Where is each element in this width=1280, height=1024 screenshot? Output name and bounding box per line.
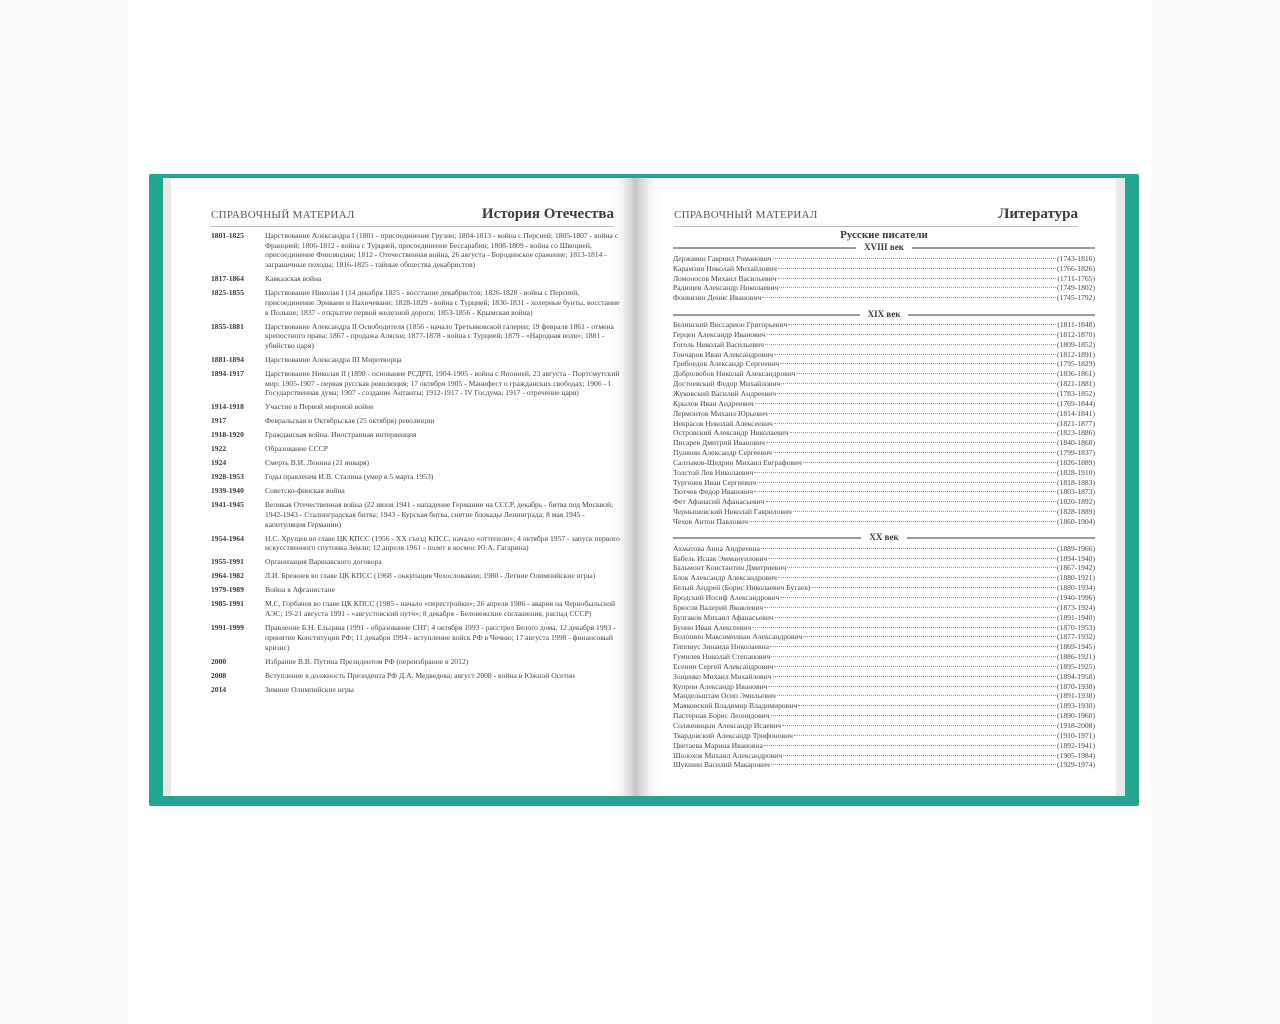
dot-leader xyxy=(773,452,1056,453)
dot-leader xyxy=(783,755,1056,756)
writer-years: (1889-1966) xyxy=(1057,543,1095,553)
dot-leader xyxy=(775,617,1056,618)
open-notebook xyxy=(149,174,1139,806)
header-divider xyxy=(674,226,1078,227)
writer-row xyxy=(673,632,1095,642)
writer-name: Добролюбов Николай Александрович xyxy=(673,369,796,379)
timeline-row xyxy=(211,458,621,468)
timeline-row xyxy=(211,657,621,667)
timeline-event: Царствование Николая II (1898 - основание РСДРП, 1904-1905 - война с Японией, 23 августа - Портсмутский мир; 1905-1907 - первая русская революция; 17 октября 1905 - Манифест о гражданских свободах; 1906 - I Государственная дума; 1907 - создание Антанты; 1912-1917 - IV Госдума; 1917 - отречение царя) xyxy=(265,368,620,398)
writer-years: (1910-1971) xyxy=(1057,730,1095,740)
rule-line xyxy=(673,314,860,316)
timeline-event: Правление Б.Н. Ельцина (1991 - образование СНГ; 4 октября 1993 - расстрел Белого дома, 12 декабря 1993 - принятие Конституции РФ; 11 декабря 1994 - вступление войск РФ в Чечню; 17 августа 1998 - финансовый кризис) xyxy=(265,623,616,652)
timeline-years: 1881-1894 xyxy=(211,354,244,364)
history-timeline xyxy=(211,231,621,699)
timeline-row xyxy=(211,402,621,412)
writer-row xyxy=(673,603,1095,613)
writer-row xyxy=(673,517,1095,527)
right-page xyxy=(638,178,1116,796)
dot-leader xyxy=(777,695,1056,696)
writer-row xyxy=(673,438,1095,448)
writer-name: Куприн Александр Иванович xyxy=(673,681,768,691)
timeline-years: 1922 xyxy=(211,444,227,454)
writer-years: (1880-1934) xyxy=(1057,583,1095,593)
writer-years: (1836-1861) xyxy=(1057,369,1095,379)
dot-leader xyxy=(803,462,1056,463)
dot-leader xyxy=(768,558,1056,559)
writer-years: (1869-1945) xyxy=(1057,642,1095,652)
writer-row xyxy=(673,468,1095,478)
timeline-years: 2008 xyxy=(211,670,227,680)
writer-years: (1870-1938) xyxy=(1057,681,1095,691)
writer-years: (1766-1826) xyxy=(1057,263,1095,273)
dot-leader xyxy=(755,403,1056,404)
dot-leader xyxy=(757,482,1056,483)
writer-row xyxy=(673,701,1095,711)
dot-leader xyxy=(767,334,1056,335)
rule-line xyxy=(907,537,1095,539)
writer-years: (1892-1941) xyxy=(1057,740,1095,750)
writer-years: (1783-1852) xyxy=(1057,388,1095,398)
rule-line xyxy=(912,247,1095,249)
timeline-row xyxy=(211,322,621,351)
timeline-event: Образование СССР xyxy=(265,444,328,454)
writer-name: Бунин Иван Алексеевич xyxy=(673,622,752,632)
writer-years: (1894-1958) xyxy=(1057,671,1095,681)
writer-row xyxy=(673,721,1095,731)
dot-leader xyxy=(793,511,1056,512)
rule-line xyxy=(908,314,1095,316)
timeline-years: 1941-1945 xyxy=(211,500,244,510)
timeline-event: Царствование Николая I (14 декабря 1825 - восстание декабристов; 1826-1828 - война с Персией, присоединение Эривани и Нахичевани; 1828-1829 - война с Турцией; 1830-1831 - холерные бунты, восстание в Польше; 1837 - открытие первой железной дороги; 1853-1856 - Крымская война) xyxy=(265,288,620,317)
writer-years: (1812-1891) xyxy=(1057,349,1095,359)
writer-row xyxy=(673,642,1095,652)
dot-leader xyxy=(769,413,1056,414)
timeline-event: Война в Афганистане xyxy=(265,585,336,595)
writer-row xyxy=(673,741,1095,751)
writer-name: Фонвизин Денис Иванович xyxy=(673,293,762,303)
writer-row xyxy=(673,448,1095,458)
writer-name: Бальмонт Константин Дмитриевич xyxy=(673,563,787,573)
right-page-title: Литература xyxy=(998,206,1078,222)
writer-name: Грибоедов Александр Сергеевич xyxy=(673,359,780,369)
dot-leader xyxy=(798,705,1056,706)
timeline-years: 2000 xyxy=(211,656,227,666)
dot-leader xyxy=(754,472,1056,473)
writer-name: Брюсов Валерий Яковлевич xyxy=(673,602,764,612)
timeline-years: 1855-1881 xyxy=(211,321,244,331)
writer-row xyxy=(673,254,1095,264)
century-heading xyxy=(673,309,1095,320)
right-section-label: СПРАВОЧНЫЙ МАТЕРИАЛ xyxy=(674,209,818,221)
writer-row xyxy=(673,691,1095,701)
rule-line xyxy=(673,247,856,249)
writer-name: Белинский Виссарион Григорьевич xyxy=(673,320,788,330)
writer-years: (1894-1940) xyxy=(1057,553,1095,563)
dot-leader xyxy=(781,383,1056,384)
writer-row xyxy=(673,554,1095,564)
writer-row xyxy=(673,593,1095,603)
writer-years: (1893-1930) xyxy=(1057,701,1095,711)
right-page-header xyxy=(674,202,1078,224)
writer-row xyxy=(673,731,1095,741)
timeline-row xyxy=(211,599,621,618)
writer-name: Ахматова Анна Андреевна xyxy=(673,543,760,553)
dot-leader xyxy=(771,715,1056,716)
writer-name: Тургенев Иван Сергеевич xyxy=(673,477,757,487)
writer-name: Мандельштам Осип Эмильевич xyxy=(673,691,776,701)
dot-leader xyxy=(778,268,1056,269)
writer-name: Маяковский Владимир Владимирович xyxy=(673,701,798,711)
timeline-row xyxy=(211,585,621,595)
timeline-years: 1939-1940 xyxy=(211,486,244,496)
timeline-row xyxy=(211,274,621,284)
dot-leader xyxy=(765,344,1056,345)
dot-leader xyxy=(752,627,1056,628)
writer-name: Шукшин Василий Макарович xyxy=(673,760,770,770)
writer-row xyxy=(673,369,1095,379)
writer-name: Крылов Иван Андреевич xyxy=(673,398,754,408)
writer-row xyxy=(673,478,1095,488)
timeline-years: 1985-1991 xyxy=(211,599,244,609)
dot-leader xyxy=(794,735,1056,736)
timeline-years: 1964-1982 xyxy=(211,571,244,581)
writer-name: Чехов Антон Павлович xyxy=(673,516,748,526)
writer-years: (1749-1802) xyxy=(1057,283,1095,293)
timeline-row xyxy=(211,623,621,652)
writer-years: (1812-1870) xyxy=(1057,329,1095,339)
timeline-years: 1979-1989 xyxy=(211,585,244,595)
timeline-event: Кавказская война xyxy=(265,274,322,284)
writer-name: Герцен Александр Иванович xyxy=(673,329,766,339)
timeline-years: 1817-1864 xyxy=(211,274,244,284)
dot-leader xyxy=(803,636,1056,637)
timeline-event: Участие в Первой мировой войне xyxy=(265,402,374,412)
writer-row xyxy=(673,573,1095,583)
writer-years: (1840-1868) xyxy=(1057,438,1095,448)
dot-leader xyxy=(790,432,1056,433)
writer-name: Гиппиус Зинаида Николаевна xyxy=(673,642,770,652)
timeline-row xyxy=(211,685,621,695)
timeline-row xyxy=(211,355,621,365)
writer-name: Тютчев Федор Иванович xyxy=(673,487,754,497)
timeline-event: Царствование Александра III Миротворца xyxy=(265,354,402,364)
timeline-years: 1928-1953 xyxy=(211,472,244,482)
writer-years: (1877-1932) xyxy=(1057,632,1095,642)
writer-row xyxy=(673,274,1095,284)
writer-name: Лермонтов Михаил Юрьевич xyxy=(673,408,768,418)
dot-leader xyxy=(778,278,1057,279)
dot-leader xyxy=(771,656,1056,657)
writer-name: Твардовский Александр Трифонович xyxy=(673,730,793,740)
timeline-event: Избрание В.В. Путина Президентом РФ (переизбрание в 2012) xyxy=(265,656,469,666)
writer-name: Пушкин Александр Сергеевич xyxy=(673,448,772,458)
writer-years: (1918-2008) xyxy=(1057,720,1095,730)
writer-name: Шолохов Михаил Александрович xyxy=(673,750,783,760)
century-label: XIX век xyxy=(867,308,901,319)
dot-leader xyxy=(773,676,1057,677)
writer-name: Пастернак Борис Леонидович xyxy=(673,711,770,721)
writer-years: (1769-1844) xyxy=(1057,398,1095,408)
writer-row xyxy=(673,613,1095,623)
writer-years: (1820-1892) xyxy=(1057,497,1095,507)
dot-leader xyxy=(780,363,1056,364)
writer-name: Ломоносов Михаил Васильевич xyxy=(673,273,777,283)
writer-row xyxy=(673,458,1095,468)
timeline-event: Н.С. Хрущев во главе ЦК КПСС (1956 - XX съезд КПСС, начало «оттепели»; 4 октября 1957 - запуск первого искусственного спутника Земли; 12 апреля 1961 - полет в космос Ю.А. Гагарина) xyxy=(265,533,620,553)
writer-row xyxy=(673,760,1095,770)
writer-row xyxy=(673,320,1095,330)
writer-years: (1828-1910) xyxy=(1057,467,1095,477)
timeline-years: 1955-1991 xyxy=(211,557,244,567)
writer-row xyxy=(673,399,1095,409)
writer-years: (1890-1960) xyxy=(1057,711,1095,721)
dot-leader xyxy=(774,423,1056,424)
writer-row xyxy=(673,330,1095,340)
timeline-row xyxy=(211,671,621,681)
dot-leader xyxy=(778,577,1056,578)
writer-name: Солженицын Александр Исаевич xyxy=(673,720,782,730)
writer-years: (1711-1765) xyxy=(1057,273,1095,283)
dot-leader xyxy=(764,745,1056,746)
writer-row xyxy=(673,487,1095,497)
timeline-event: Советско-финская война xyxy=(265,486,345,496)
left-page-title: История Отечества xyxy=(481,206,614,222)
timeline-event: Л.И. Брежнев во главе ЦК КПСС (1968 - оккупация Чехословакии; 1980 - Летние Олимпийские игры) xyxy=(265,571,596,581)
timeline-event: М.С. Горбачев во главе ЦК КПСС (1985 - начало «перестройки»; 26 апреля 1986 - авария на Чернобыльской АЭС; 19-21 августа 1991 - «августовский путч»; 8 декабря - Беловежские соглашения, распад СССР) xyxy=(265,599,616,619)
dot-leader xyxy=(787,567,1056,568)
dot-leader xyxy=(797,373,1056,374)
timeline-years: 1801-1825 xyxy=(211,231,244,240)
dot-leader xyxy=(773,258,1056,259)
timeline-event: Смерть В.И. Ленина (21 января) xyxy=(265,458,370,468)
writer-name: Достоевский Федор Михайлович xyxy=(673,379,781,389)
writer-name: Салтыков-Щедрин Михаил Евграфович xyxy=(673,457,802,467)
writer-name: Бабель Исаак Эммануилович xyxy=(673,553,768,563)
dot-leader xyxy=(766,442,1056,443)
timeline-years: 1954-1964 xyxy=(211,533,244,543)
writer-years: (1929-1974) xyxy=(1057,760,1095,770)
timeline-event: Царствование Александра II Освободителя (1856 - начало Третьяковской галереи; 19 февраля 1861 - отмена крепостного права; 1867 - продажа Аляски; 1877-1878 - война с Турцией; 1879 - «Народная воля»; 1881 - убийство царя) xyxy=(265,321,614,350)
writer-name: Бродский Иосиф Александрович xyxy=(673,593,780,602)
dot-leader xyxy=(774,666,1056,667)
writer-years: (1873-1924) xyxy=(1057,602,1095,612)
writer-name: Волошин Максимилиан Александрович xyxy=(673,632,803,642)
timeline-years: 1894-1917 xyxy=(211,368,244,378)
dot-leader xyxy=(754,491,1056,492)
timeline-years: 1914-1918 xyxy=(211,402,244,412)
writer-row xyxy=(673,293,1095,303)
header-divider xyxy=(211,226,614,227)
writer-years: (1821-1881) xyxy=(1057,379,1095,389)
left-page xyxy=(171,178,634,796)
writer-name: Толстой Лев Николаевич xyxy=(673,467,754,477)
writer-years: (1821-1877) xyxy=(1057,418,1095,428)
timeline-row xyxy=(211,472,621,482)
writer-row xyxy=(673,389,1095,399)
rule-line xyxy=(673,537,861,539)
dot-leader xyxy=(761,548,1056,549)
timeline-row xyxy=(211,571,621,581)
dot-leader xyxy=(774,354,1056,355)
writer-row xyxy=(673,428,1095,438)
writer-years: (1795-1829) xyxy=(1057,359,1095,369)
dot-leader xyxy=(770,646,1056,647)
timeline-event: Февральская и Октябрьская (25 октября) революции xyxy=(265,416,435,426)
writer-name: Некрасов Николай Алексеевич xyxy=(673,418,773,428)
century-label: XX век xyxy=(869,532,899,543)
writer-row xyxy=(673,359,1095,369)
timeline-row xyxy=(211,444,621,454)
dot-leader xyxy=(764,607,1056,608)
timeline-row xyxy=(211,500,621,529)
writer-years: (1803-1873) xyxy=(1057,487,1095,497)
writer-name: Белый Андрей (Борис Николаевич Бугаев) xyxy=(673,583,811,593)
timeline-event: Организация Варшавского договора xyxy=(265,557,382,567)
writer-name: Булгаков Михаил Афанасьевич xyxy=(673,612,774,622)
writer-name: Карамзин Николай Михайлович xyxy=(673,263,778,273)
writer-years: (1891-1938) xyxy=(1057,691,1095,701)
dot-leader xyxy=(771,764,1056,765)
timeline-event: Царствование Александра I (1801 - присоединение Грузии; 1804-1813 - война с Персией; 1805-1807 - война с Францией; 1806-1812 - война с Турцией, присоединение Бессарабии; 1808-1809 - война со Швецией, присоединение Финляндии; 1812 - Отечественная война, 26 августа - Бородинское сражение; 1813-1814 - заграничные походы; 1816-1825 - тайные общества декабристов) xyxy=(265,231,619,270)
timeline-years: 1924 xyxy=(211,458,227,468)
writer-years: (1880-1921) xyxy=(1057,573,1095,583)
writer-name: Зощенко Михаил Михайлович xyxy=(673,671,772,681)
writer-name: Фет Афанасий Афанасьевич xyxy=(673,497,765,507)
timeline-row xyxy=(211,416,621,426)
writer-row xyxy=(673,283,1095,293)
writer-row xyxy=(673,711,1095,721)
dot-leader xyxy=(766,501,1057,502)
writer-years: (1828-1889) xyxy=(1057,507,1095,517)
writer-row xyxy=(673,583,1095,593)
dot-leader xyxy=(782,725,1056,726)
century-heading xyxy=(673,533,1095,544)
writers-list xyxy=(673,231,1095,770)
writer-row xyxy=(673,682,1095,692)
timeline-row xyxy=(211,288,621,317)
timeline-years: 1825-1855 xyxy=(211,288,244,298)
left-page-header xyxy=(211,202,614,224)
writer-years: (1814-1841) xyxy=(1057,408,1095,418)
writer-years: (1867-1942) xyxy=(1057,563,1095,573)
timeline-event: Вступление в должность Президента РФ Д.А. Медведева; август 2008 - война в Южной Осетии xyxy=(265,670,575,680)
dot-leader xyxy=(762,297,1056,298)
century-label: XVIII век xyxy=(864,242,904,253)
writer-row xyxy=(673,264,1095,274)
timeline-row xyxy=(211,231,621,270)
dot-leader xyxy=(768,686,1056,687)
timeline-event: Зимние Олимпийские игры xyxy=(265,684,354,694)
writer-name: Блок Александр Александрович xyxy=(673,573,778,583)
writer-name: Радищев Александр Николаевич xyxy=(673,283,779,293)
writer-years: (1826-1889) xyxy=(1057,457,1095,467)
writer-row xyxy=(673,563,1095,573)
timeline-event: Гражданская война. Иностранная интервенция xyxy=(265,430,417,440)
dot-leader xyxy=(811,587,1056,588)
writer-years: (1940-1996) xyxy=(1057,593,1095,602)
writer-years: (1870-1953) xyxy=(1057,622,1095,632)
timeline-event: Великая Отечественная война (22 июня 1941 - нападение Германии на СССР, декабрь - битва под Москвой; 1942-1943 - Сталинградская битва; 1943 - Курская битва, снятие блокады Ленинграда; 8 мая 1945 - капитуляция Германии) xyxy=(265,500,614,529)
dot-leader xyxy=(780,597,1056,598)
writer-row xyxy=(673,662,1095,672)
writer-row xyxy=(673,340,1095,350)
writer-name: Островский Александр Николаевич xyxy=(673,428,789,438)
writer-name: Гумилев Николай Степанович xyxy=(673,652,771,662)
writer-years: (1860-1904) xyxy=(1057,516,1095,526)
timeline-event: Годы правления И.В. Сталина (умер в 5 марта 1953) xyxy=(265,472,434,482)
writer-row xyxy=(673,623,1095,633)
writer-row xyxy=(673,409,1095,419)
timeline-row xyxy=(211,369,621,398)
left-section-label: СПРАВОЧНЫЙ МАТЕРИАЛ xyxy=(211,209,355,221)
writer-row xyxy=(673,350,1095,360)
writer-name: Гончаров Иван Александрович xyxy=(673,349,774,359)
timeline-row xyxy=(211,430,621,440)
writer-row xyxy=(673,419,1095,429)
timeline-row xyxy=(211,534,621,553)
writer-row xyxy=(673,751,1095,761)
writer-row xyxy=(673,652,1095,662)
writer-years: (1905-1984) xyxy=(1057,750,1095,760)
dot-leader xyxy=(777,393,1056,394)
writer-row xyxy=(673,379,1095,389)
writer-row xyxy=(673,544,1095,554)
timeline-years: 1991-1999 xyxy=(211,623,244,633)
writer-years: (1895-1925) xyxy=(1057,661,1095,671)
writer-row xyxy=(673,672,1095,682)
writer-years: (1823-1886) xyxy=(1057,428,1095,438)
timeline-years: 1917 xyxy=(211,416,227,426)
writer-years: (1811-1848) xyxy=(1057,320,1095,330)
writer-years: (1886-1921) xyxy=(1057,652,1095,662)
writer-row xyxy=(673,497,1095,507)
writer-name: Жуковский Василий Андреевич xyxy=(673,388,777,398)
writer-years: (1743-1816) xyxy=(1057,253,1095,263)
writer-name: Цветаева Марина Ивановна xyxy=(673,740,763,750)
writer-years: (1745-1792) xyxy=(1057,293,1095,303)
writer-name: Писарев Дмитрий Иванович xyxy=(673,438,765,448)
writer-name: Державин Гавриил Романович xyxy=(673,253,772,263)
dot-leader xyxy=(749,521,1056,522)
timeline-years: 2014 xyxy=(211,684,227,694)
writer-name: Чернышевский Николай Гаврилович xyxy=(673,507,792,517)
timeline-row xyxy=(211,557,621,567)
dot-leader xyxy=(788,324,1056,325)
dot-leader xyxy=(779,287,1056,288)
writers-list-title: Русские писатели xyxy=(840,229,928,241)
writer-years: (1818-1883) xyxy=(1057,477,1095,487)
timeline-row xyxy=(211,486,621,496)
century-heading xyxy=(673,243,1095,254)
writer-name: Гоголь Николай Васильевич xyxy=(673,339,764,349)
writer-years: (1809-1852) xyxy=(1057,339,1095,349)
writer-years: (1891-1940) xyxy=(1057,612,1095,622)
writer-years: (1799-1837) xyxy=(1057,448,1095,458)
writer-name: Есенин Сергей Александрович xyxy=(673,661,774,671)
timeline-years: 1918-1920 xyxy=(211,430,244,440)
writer-row xyxy=(673,507,1095,517)
